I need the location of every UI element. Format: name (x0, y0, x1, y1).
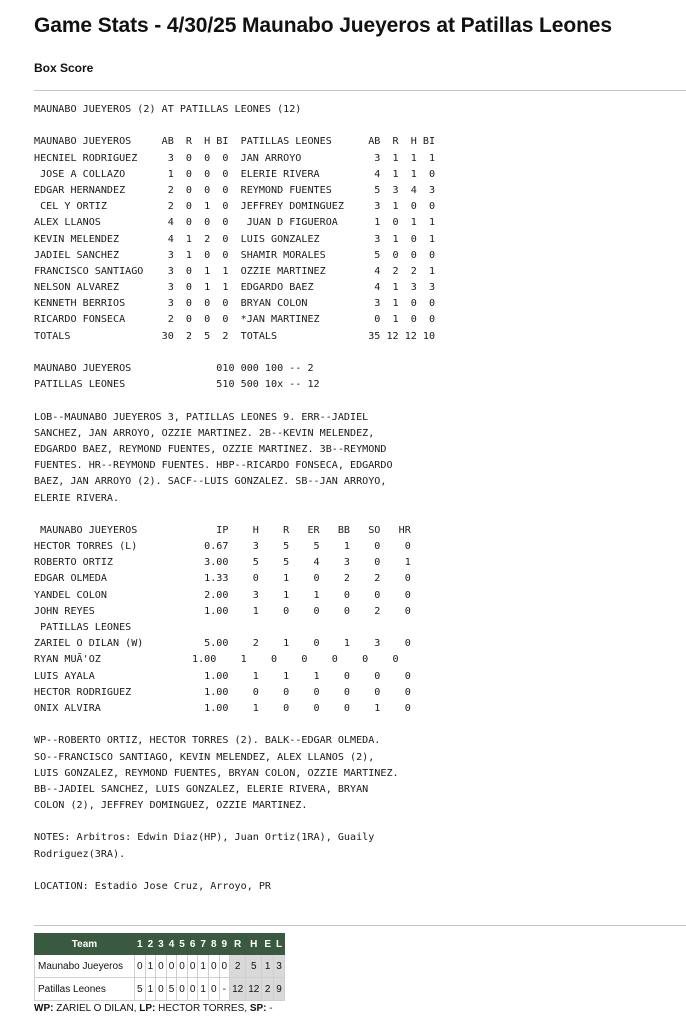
linescore-inning-cell: 0 (187, 978, 198, 1001)
box-score-line: Rodriguez(3RA). (34, 848, 126, 860)
wp-label: WP: (34, 1003, 54, 1014)
box-score-line (34, 717, 435, 733)
divider-top (34, 90, 686, 91)
linescore-inning-cell: 0 (156, 955, 167, 978)
box-score-line: EDGARDO BAEZ, REYMOND FUENTES, OZZIE MARTINEZ. 3B--REYMOND (34, 443, 387, 455)
box-score-line: COLON (2), JEFFREY DOMINGUEZ, OZZIE MARTINEZ. (34, 800, 308, 812)
linescore-inning-cell: 0 (187, 955, 198, 978)
box-score-line: HECTOR RODRIGUEZ 1.00 0 0 0 0 0 0 (34, 686, 411, 698)
linescore-header-cell: 3 (156, 934, 167, 955)
linescore-team-name: Maunabo Jueyeros (35, 955, 135, 978)
lp-label: LP: (139, 1003, 156, 1014)
box-score-line: KEVIN MELENDEZ 4 1 2 0 LUIS GONZALEZ 3 1 0 1 (34, 233, 436, 245)
linescore-inning-cell: 1 (145, 978, 156, 1001)
linescore-inning-cell: 1 (198, 978, 209, 1001)
box-score-line: LUIS AYALA 1.00 1 1 1 0 0 0 (34, 670, 411, 682)
box-score-line: YANDEL COLON 2.00 3 1 1 0 0 0 (34, 589, 411, 601)
linescore-inning-cell: 0 (156, 978, 167, 1001)
linescore-total-cell: 3 (273, 955, 284, 978)
linescore-row (35, 978, 285, 1001)
linescore-inning-cell: 5 (135, 978, 146, 1001)
box-score-line: WP--ROBERTO ORTIZ, HECTOR TORRES (2). BALK--EDGAR OLMEDA. (34, 735, 381, 747)
losing-pitcher: HECTOR TORRES, (158, 1003, 248, 1014)
linescore-header-cell: 5 (177, 934, 188, 955)
save-pitcher: - (269, 1003, 273, 1014)
linescore-header-cell: E (262, 934, 274, 955)
linescore-total-cell: 12 (246, 978, 262, 1001)
box-score-line: RICARDO FONSECA 2 0 0 0 *JAN MARTINEZ 0 1 0 0 (34, 314, 436, 326)
linescore-inning-cell: 1 (198, 955, 209, 978)
box-score-line: FUENTES. HR--REYMOND FUENTES. HBP--RICARDO FONSECA, EDGARDO (34, 460, 393, 472)
linescore-inning-cell: 0 (135, 955, 146, 978)
box-score-line (34, 507, 435, 523)
box-score-line (34, 393, 435, 409)
box-score-line: BAEZ, JAN ARROYO (2). SACF--LUIS GONZALEZ. SB--JAN ARROYO, (34, 476, 387, 488)
linescore-table (34, 933, 285, 1001)
linescore-total-cell: 5 (246, 955, 262, 978)
box-score-line: NELSON ALVAREZ 3 0 1 1 EDGARDO BAEZ 4 1 3 3 (34, 282, 436, 294)
box-score-line: ALEX LLANOS 4 0 0 0 JUAN D FIGUEROA 1 0 1 1 (34, 217, 436, 229)
winning-pitcher: ZARIEL O DILAN, (56, 1003, 137, 1014)
linescore-inning-cell: 5 (166, 978, 177, 1001)
box-score-line: MAUNABO JUEYEROS 010 000 100 -- 2 (34, 363, 314, 374)
box-score-line: ELERIE RIVERA. (34, 492, 120, 504)
linescore-header-cell: 2 (145, 934, 156, 955)
box-score-line: KENNETH BERRIOS 3 0 0 0 BRYAN COLON 3 1 0 0 (34, 298, 436, 310)
box-score-line: ZARIEL O DILAN (W) 5.00 2 1 0 1 3 0 (34, 638, 411, 650)
box-score-line: NOTES: Arbitros: Edwin Diaz(HP), Juan Ortiz(1RA), Guaily (34, 832, 375, 844)
box-score-line: JOSE A COLLAZO 1 0 0 0 ELERIE RIVERA 4 1 1 0 (34, 168, 436, 180)
linescore-inning-cell: 0 (219, 955, 230, 978)
box-score-line: ONIX ALVIRA 1.00 1 0 0 0 1 0 (34, 702, 411, 714)
linescore-header-cell: 4 (166, 934, 177, 955)
box-score-line: ROBERTO ORTIZ 3.00 5 5 4 3 0 1 (34, 557, 411, 569)
box-score-line: MAUNABO JUEYEROS (2) AT PATILLAS LEONES (12) (34, 104, 302, 115)
linescore-inning-cell: 0 (177, 978, 188, 1001)
linescore-total-cell: 2 (262, 978, 274, 1001)
linescore-header-cell: L (273, 934, 284, 955)
box-score-line: MAUNABO JUEYEROS IP H R ER BB SO HR (34, 524, 411, 536)
box-score-line (34, 345, 435, 361)
box-score-line: LOB--MAUNABO JUEYEROS 3, PATILLAS LEONES 9. ERR--JADIEL (34, 411, 369, 423)
box-score-line: FRANCISCO SANTIAGO 3 0 1 1 OZZIE MARTINEZ 4 2 2 1 (34, 265, 436, 277)
box-score-line: LOCATION: Estadio Jose Cruz, Arroyo, PR (34, 881, 272, 892)
linescore-inning-cell: 1 (145, 955, 156, 978)
linescore-team-name: Patillas Leones (35, 978, 135, 1001)
sp-label: SP: (249, 1003, 267, 1014)
box-score-line: JADIEL SANCHEZ 3 1 0 0 SHAMIR MORALES 5 0 0 0 (34, 249, 436, 261)
box-score-line: RYAN MUÃ'OZ 1.00 1 0 0 0 0 0 (34, 654, 399, 666)
box-score-line: EDGAR HERNANDEZ 2 0 0 0 REYMOND FUENTES 5 3 4 3 (34, 184, 436, 196)
section-title-box-score: Box Score (34, 61, 94, 75)
pitching-decisions (34, 1003, 273, 1014)
box-score-line: PATILLAS LEONES (34, 622, 132, 633)
linescore-header-cell: R (230, 934, 246, 955)
linescore-header-cell: 9 (219, 934, 230, 955)
box-score-line: SANCHEZ, JAN ARROYO, OZZIE MARTINEZ. 2B--KEVIN MELENDEZ, (34, 427, 375, 439)
linescore-inning-cell: 0 (177, 955, 188, 978)
box-score-line: MAUNABO JUEYEROS AB R H BI PATILLAS LEONES AB R H BI (34, 136, 436, 148)
box-score-line: TOTALS 30 2 5 2 TOTALS 35 12 12 10 (34, 330, 436, 342)
box-score-line: EDGAR OLMEDA 1.33 0 1 0 2 2 0 (34, 573, 411, 585)
box-score-line: CEL Y ORTIZ 2 0 1 0 JEFFREY DOMINGUEZ 3 1 0 0 (34, 201, 436, 213)
box-score-line: BB--JADIEL SANCHEZ, LUIS GONZALEZ, ELERIE RIVERA, BRYAN (34, 783, 369, 795)
box-score-line: HECNIEL RODRIGUEZ 3 0 0 0 JAN ARROYO 3 1 1 1 (34, 152, 436, 164)
divider-bottom (34, 925, 686, 926)
linescore-header-cell: 1 (135, 934, 146, 955)
page-title: Game Stats - 4/30/25 Maunabo Jueyeros at Patillas Leones (34, 14, 612, 37)
linescore-inning-cell: - (219, 978, 230, 1001)
linescore-header-team: Team (35, 934, 135, 955)
linescore-total-cell: 12 (230, 978, 246, 1001)
linescore-header-row (35, 934, 285, 955)
linescore-header-cell: 8 (208, 934, 219, 955)
box-score-line: JOHN REYES 1.00 1 0 0 0 2 0 (34, 605, 411, 617)
box-score-line: LUIS GONZALEZ, REYMOND FUENTES, BRYAN COLON, OZZIE MARTINEZ. (34, 767, 399, 779)
box-score-line (34, 814, 435, 830)
box-score-line: PATILLAS LEONES 510 500 10x -- 12 (34, 379, 320, 391)
linescore-header-cell: H (246, 934, 262, 955)
linescore-header-cell: 7 (198, 934, 209, 955)
linescore-total-cell: 1 (262, 955, 274, 978)
box-score-text (34, 102, 435, 895)
linescore-inning-cell: 0 (208, 955, 219, 978)
linescore-total-cell: 2 (230, 955, 246, 978)
linescore-row (35, 955, 285, 978)
box-score-line: HECTOR TORRES (L) 0.67 3 5 5 1 0 0 (34, 541, 411, 553)
box-score-line (34, 118, 435, 134)
linescore-inning-cell: 0 (166, 955, 177, 978)
linescore-inning-cell: 0 (208, 978, 219, 1001)
linescore-header-cell: 6 (187, 934, 198, 955)
linescore-total-cell: 9 (273, 978, 284, 1001)
box-score-line (34, 863, 435, 879)
box-score-line: SO--FRANCISCO SANTIAGO, KEVIN MELENDEZ, ALEX LLANOS (2), (34, 751, 375, 763)
